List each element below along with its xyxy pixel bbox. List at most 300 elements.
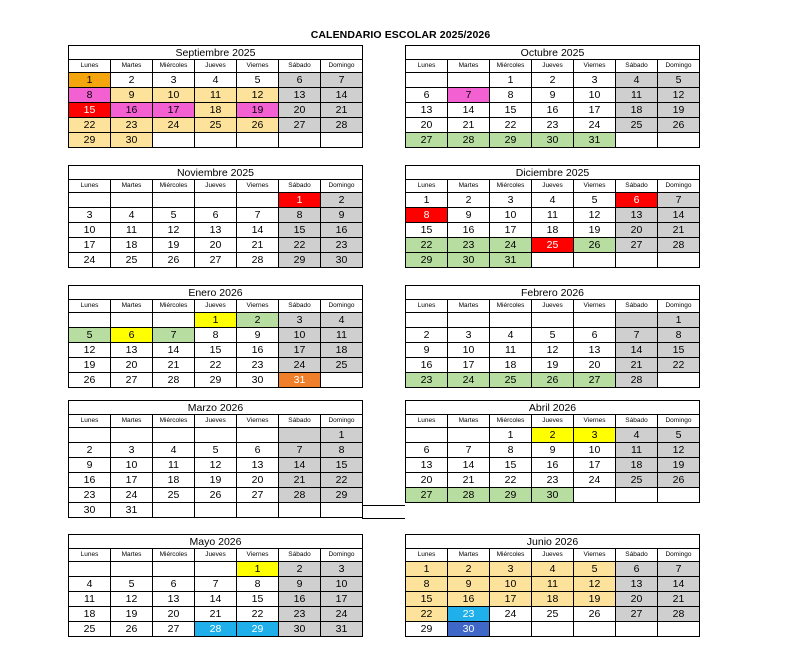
day-cell: 26 [658, 473, 700, 488]
weekday-header: Martes [111, 180, 153, 193]
day-cell: 29 [406, 253, 448, 268]
month-november-2025 [68, 165, 363, 268]
day-cell: 9 [237, 328, 279, 343]
week-row [69, 88, 363, 103]
day-cell: 17 [490, 223, 532, 238]
weekday-header: Viernes [574, 300, 616, 313]
day-cell: 23 [448, 607, 490, 622]
day-cell: 14 [658, 577, 700, 592]
day-cell: 11 [321, 328, 363, 343]
day-cell: 29 [490, 133, 532, 148]
weekday-header: Jueves [532, 549, 574, 562]
day-cell: 17 [448, 358, 490, 373]
day-cell: 16 [111, 103, 153, 118]
day-cell [111, 313, 153, 328]
week-row [406, 373, 700, 388]
weekday-header-row [406, 415, 700, 428]
day-cell [153, 428, 195, 443]
day-cell: 10 [490, 208, 532, 223]
weekday-header: Viernes [237, 415, 279, 428]
day-cell: 31 [321, 622, 363, 637]
day-cell: 27 [153, 622, 195, 637]
day-cell: 29 [279, 253, 321, 268]
day-cell: 18 [153, 473, 195, 488]
day-cell [448, 73, 490, 88]
month-title: Septiembre 2025 [68, 45, 363, 59]
day-cell: 25 [532, 238, 574, 253]
day-cell [532, 253, 574, 268]
weekday-header: Lunes [69, 180, 111, 193]
month-grid [405, 414, 700, 503]
weekday-header: Jueves [195, 300, 237, 313]
weekday-header: Viernes [237, 300, 279, 313]
weekday-header: Miércoles [490, 180, 532, 193]
weekday-header-row [69, 300, 363, 313]
day-cell: 22 [490, 473, 532, 488]
day-cell: 21 [448, 473, 490, 488]
weekday-header: Jueves [195, 60, 237, 73]
day-cell: 20 [616, 223, 658, 238]
day-cell: 31 [111, 503, 153, 518]
day-cell: 21 [658, 223, 700, 238]
day-cell: 26 [574, 238, 616, 253]
day-cell: 8 [658, 328, 700, 343]
day-cell [658, 488, 700, 503]
day-cell [490, 622, 532, 637]
day-cell: 20 [279, 103, 321, 118]
day-cell: 16 [448, 223, 490, 238]
day-cell: 19 [153, 238, 195, 253]
day-cell: 29 [195, 373, 237, 388]
week-row [406, 103, 700, 118]
week-row [406, 488, 700, 503]
day-cell: 26 [532, 373, 574, 388]
day-cell: 2 [532, 73, 574, 88]
day-cell: 12 [237, 88, 279, 103]
day-cell: 2 [69, 443, 111, 458]
day-cell: 30 [279, 622, 321, 637]
day-cell [69, 428, 111, 443]
day-cell [490, 313, 532, 328]
day-cell: 23 [237, 358, 279, 373]
day-cell: 16 [532, 458, 574, 473]
day-cell: 10 [279, 328, 321, 343]
day-cell: 30 [237, 373, 279, 388]
day-cell: 5 [195, 443, 237, 458]
day-cell: 31 [574, 133, 616, 148]
day-cell [658, 373, 700, 388]
day-cell: 12 [574, 208, 616, 223]
day-cell: 2 [532, 428, 574, 443]
day-cell: 10 [69, 223, 111, 238]
weekday-header: Jueves [532, 300, 574, 313]
day-cell [279, 428, 321, 443]
weekday-header: Miércoles [490, 300, 532, 313]
weekday-header: Jueves [532, 180, 574, 193]
day-cell: 29 [406, 622, 448, 637]
day-cell: 1 [195, 313, 237, 328]
month-february-2026 [405, 285, 700, 388]
week-row [406, 622, 700, 637]
day-cell: 26 [153, 253, 195, 268]
month-title: Diciembre 2025 [405, 165, 700, 179]
week-row [69, 118, 363, 133]
day-cell: 18 [490, 358, 532, 373]
weekday-header: Domingo [321, 549, 363, 562]
weekday-header: Miércoles [153, 549, 195, 562]
month-grid [405, 299, 700, 388]
day-cell: 11 [490, 343, 532, 358]
day-cell: 21 [237, 238, 279, 253]
day-cell: 18 [616, 103, 658, 118]
week-row [69, 328, 363, 343]
day-cell: 27 [406, 133, 448, 148]
week-row [69, 562, 363, 577]
day-cell: 20 [574, 358, 616, 373]
day-cell [195, 133, 237, 148]
day-cell: 10 [321, 577, 363, 592]
day-cell: 2 [321, 193, 363, 208]
day-cell [532, 622, 574, 637]
weekday-header: Lunes [69, 300, 111, 313]
day-cell: 12 [195, 458, 237, 473]
day-cell: 12 [153, 223, 195, 238]
day-cell: 25 [532, 607, 574, 622]
day-cell: 24 [490, 607, 532, 622]
day-cell: 4 [532, 562, 574, 577]
week-row [69, 73, 363, 88]
day-cell: 16 [279, 592, 321, 607]
weekday-header-row [69, 60, 363, 73]
weekday-header: Martes [448, 415, 490, 428]
day-cell: 7 [195, 577, 237, 592]
day-cell [532, 313, 574, 328]
weekday-header: Martes [448, 549, 490, 562]
day-cell: 19 [574, 592, 616, 607]
week-row [406, 118, 700, 133]
day-cell: 8 [490, 443, 532, 458]
month-grid [68, 59, 363, 148]
day-cell [195, 562, 237, 577]
week-row [406, 428, 700, 443]
weekday-header: Martes [448, 180, 490, 193]
day-cell: 15 [658, 343, 700, 358]
day-cell: 20 [237, 473, 279, 488]
day-cell: 29 [69, 133, 111, 148]
day-cell: 3 [279, 313, 321, 328]
day-cell: 5 [111, 577, 153, 592]
day-cell: 24 [448, 373, 490, 388]
week-row [69, 607, 363, 622]
week-row [69, 577, 363, 592]
weekday-header: Sábado [279, 415, 321, 428]
month-grid [68, 299, 363, 388]
day-cell: 15 [279, 223, 321, 238]
day-cell [111, 562, 153, 577]
day-cell: 5 [658, 73, 700, 88]
day-cell [616, 133, 658, 148]
month-april-2026 [405, 400, 700, 503]
day-cell: 3 [574, 73, 616, 88]
day-cell: 26 [69, 373, 111, 388]
week-row [69, 313, 363, 328]
day-cell [195, 503, 237, 518]
day-cell: 15 [406, 592, 448, 607]
day-cell: 9 [532, 443, 574, 458]
month-march-2026 [68, 400, 363, 518]
day-cell: 21 [321, 103, 363, 118]
day-cell: 18 [532, 592, 574, 607]
day-cell: 10 [448, 343, 490, 358]
day-cell: 4 [321, 313, 363, 328]
day-cell: 3 [69, 208, 111, 223]
month-grid [405, 179, 700, 268]
day-cell: 15 [406, 223, 448, 238]
month-grid [68, 548, 363, 637]
day-cell: 20 [195, 238, 237, 253]
weekday-header: Viernes [237, 549, 279, 562]
day-cell: 1 [490, 428, 532, 443]
weekday-header-row [406, 60, 700, 73]
day-cell: 20 [153, 607, 195, 622]
day-cell: 19 [111, 607, 153, 622]
day-cell: 3 [490, 193, 532, 208]
day-cell: 24 [574, 118, 616, 133]
day-cell: 17 [279, 343, 321, 358]
week-row [406, 193, 700, 208]
day-cell: 28 [448, 133, 490, 148]
day-cell: 10 [574, 443, 616, 458]
day-cell [279, 503, 321, 518]
week-row [69, 238, 363, 253]
day-cell: 28 [658, 607, 700, 622]
day-cell: 30 [111, 133, 153, 148]
week-row [69, 622, 363, 637]
day-cell: 21 [658, 592, 700, 607]
day-cell: 28 [616, 373, 658, 388]
day-cell: 6 [406, 88, 448, 103]
day-cell: 11 [532, 208, 574, 223]
day-cell [658, 622, 700, 637]
weekday-header: Lunes [406, 300, 448, 313]
month-january-2026 [68, 285, 363, 388]
day-cell: 9 [111, 88, 153, 103]
week-row [69, 223, 363, 238]
day-cell: 21 [153, 358, 195, 373]
day-cell: 11 [69, 592, 111, 607]
day-cell: 17 [153, 103, 195, 118]
day-cell [195, 193, 237, 208]
day-cell: 2 [237, 313, 279, 328]
day-cell [153, 313, 195, 328]
weekday-header-row [406, 180, 700, 193]
day-cell: 15 [237, 592, 279, 607]
day-cell: 27 [111, 373, 153, 388]
day-cell: 4 [153, 443, 195, 458]
week-row [69, 503, 363, 518]
day-cell: 18 [532, 223, 574, 238]
day-cell: 11 [532, 577, 574, 592]
day-cell: 14 [658, 208, 700, 223]
month-title: Octubre 2025 [405, 45, 700, 59]
day-cell [406, 428, 448, 443]
week-row [69, 343, 363, 358]
day-cell: 27 [237, 488, 279, 503]
weekday-header: Martes [111, 300, 153, 313]
week-row [406, 88, 700, 103]
day-cell: 19 [237, 103, 279, 118]
day-cell: 23 [406, 373, 448, 388]
day-cell: 27 [406, 488, 448, 503]
day-cell: 17 [574, 458, 616, 473]
day-cell: 9 [448, 208, 490, 223]
day-cell: 3 [321, 562, 363, 577]
day-cell: 17 [574, 103, 616, 118]
day-cell: 6 [406, 443, 448, 458]
day-cell: 1 [279, 193, 321, 208]
day-cell: 24 [69, 253, 111, 268]
day-cell: 25 [153, 488, 195, 503]
day-cell: 1 [658, 313, 700, 328]
month-title: Noviembre 2025 [68, 165, 363, 179]
weekday-header: Viernes [574, 60, 616, 73]
weekday-header: Sábado [616, 415, 658, 428]
week-row [406, 473, 700, 488]
day-cell [153, 133, 195, 148]
day-cell: 4 [616, 428, 658, 443]
day-cell: 22 [237, 607, 279, 622]
day-cell: 24 [490, 238, 532, 253]
day-cell: 12 [69, 343, 111, 358]
day-cell: 15 [69, 103, 111, 118]
day-cell: 4 [111, 208, 153, 223]
day-cell: 13 [111, 343, 153, 358]
day-cell: 8 [279, 208, 321, 223]
month-title: Mayo 2026 [68, 534, 363, 548]
month-october-2025 [405, 45, 700, 148]
month-september-2025 [68, 45, 363, 148]
day-cell: 14 [616, 343, 658, 358]
day-cell: 2 [406, 328, 448, 343]
day-cell [111, 428, 153, 443]
week-row [406, 313, 700, 328]
day-cell [658, 253, 700, 268]
day-cell: 12 [658, 443, 700, 458]
day-cell: 16 [532, 103, 574, 118]
weekday-header: Lunes [406, 60, 448, 73]
day-cell: 5 [153, 208, 195, 223]
day-cell: 3 [574, 428, 616, 443]
day-cell: 23 [532, 118, 574, 133]
week-row [406, 328, 700, 343]
day-cell: 4 [195, 73, 237, 88]
day-cell: 26 [237, 118, 279, 133]
day-cell: 30 [448, 253, 490, 268]
day-cell: 27 [574, 373, 616, 388]
weekday-header: Lunes [406, 180, 448, 193]
day-cell [237, 133, 279, 148]
weekday-header: Viernes [574, 549, 616, 562]
weekday-header: Sábado [616, 549, 658, 562]
day-cell: 19 [532, 358, 574, 373]
day-cell: 7 [321, 73, 363, 88]
month-title: Marzo 2026 [68, 400, 363, 414]
day-cell: 9 [321, 208, 363, 223]
weekday-header: Martes [448, 60, 490, 73]
day-cell [69, 193, 111, 208]
day-cell [153, 193, 195, 208]
weekday-header: Martes [448, 300, 490, 313]
day-cell: 17 [69, 238, 111, 253]
day-cell: 6 [574, 328, 616, 343]
day-cell: 4 [69, 577, 111, 592]
weekday-header: Sábado [279, 300, 321, 313]
day-cell: 30 [532, 488, 574, 503]
month-december-2025 [405, 165, 700, 268]
day-cell [237, 193, 279, 208]
day-cell: 6 [279, 73, 321, 88]
day-cell: 14 [279, 458, 321, 473]
day-cell: 2 [448, 193, 490, 208]
day-cell: 7 [448, 88, 490, 103]
day-cell: 8 [69, 88, 111, 103]
day-cell: 27 [195, 253, 237, 268]
month-title: Febrero 2026 [405, 285, 700, 299]
day-cell: 24 [111, 488, 153, 503]
day-cell: 28 [237, 253, 279, 268]
day-cell: 1 [69, 73, 111, 88]
day-cell: 7 [153, 328, 195, 343]
day-cell: 1 [406, 562, 448, 577]
day-cell: 31 [490, 253, 532, 268]
day-cell: 15 [195, 343, 237, 358]
day-cell: 21 [279, 473, 321, 488]
day-cell: 7 [616, 328, 658, 343]
day-cell: 8 [195, 328, 237, 343]
day-cell: 10 [111, 458, 153, 473]
day-cell [574, 622, 616, 637]
day-cell: 27 [616, 238, 658, 253]
weekday-header: Domingo [321, 60, 363, 73]
week-row [69, 208, 363, 223]
week-row [406, 223, 700, 238]
day-cell: 8 [406, 208, 448, 223]
day-cell: 7 [448, 443, 490, 458]
day-cell: 19 [574, 223, 616, 238]
day-cell: 14 [237, 223, 279, 238]
week-row [406, 562, 700, 577]
day-cell: 20 [616, 592, 658, 607]
day-cell: 22 [195, 358, 237, 373]
day-cell: 7 [237, 208, 279, 223]
day-cell: 26 [574, 607, 616, 622]
day-cell: 8 [490, 88, 532, 103]
day-cell: 7 [279, 443, 321, 458]
week-row [406, 458, 700, 473]
week-row [69, 458, 363, 473]
day-cell: 29 [237, 622, 279, 637]
day-cell: 20 [406, 118, 448, 133]
day-cell: 18 [616, 458, 658, 473]
day-cell: 13 [406, 103, 448, 118]
day-cell: 10 [153, 88, 195, 103]
weekday-header: Domingo [658, 415, 700, 428]
week-row [406, 592, 700, 607]
day-cell [195, 428, 237, 443]
gap-divider-march [362, 505, 405, 519]
day-cell: 9 [279, 577, 321, 592]
day-cell: 6 [616, 193, 658, 208]
